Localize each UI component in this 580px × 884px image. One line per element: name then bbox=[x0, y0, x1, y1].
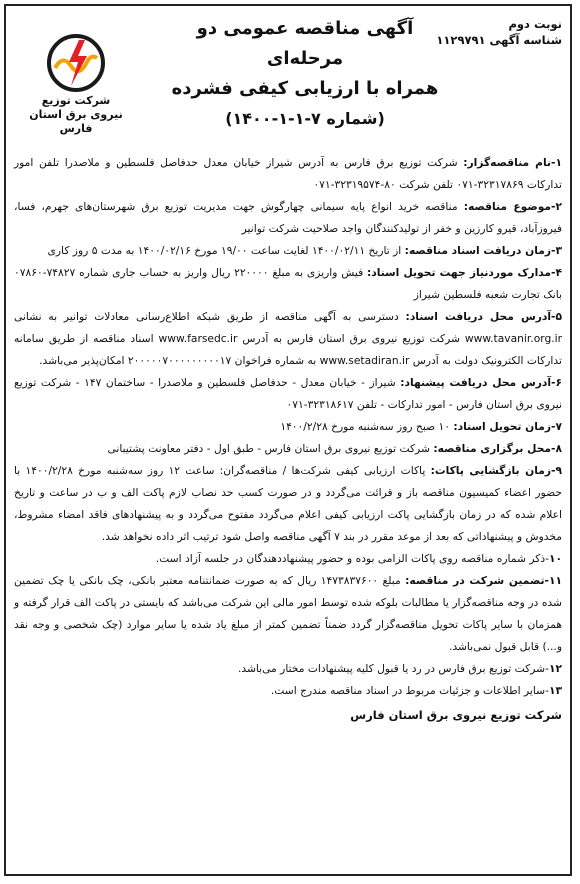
item-10 bbox=[14, 548, 562, 570]
item-text: پاکات ارزیابی کیفی شرکت‌ها / مناقصه‌گران: ساعت ۱۲ روز سه‌شنبه مورخ ۱۴۰۰/۲/۲۸ با حضور اعضاء کمیسیون مناقصه باز و قرائت می‌گردد و در صورت کسب حد نصاب لازم پاکت الف و ب در ساعت و تاریخ اعلام شده که در زمان بازگشایی پاکت ارزیابی کیفی اعلام می‌گردد مفتوح می‌گردد و به پیشنهادهای فاقد امضاء مشروط، مخدوش و پیشنهاداتی که بعد از موعد مقرر در بند ۷ آگهی مناقصه واصل شود ترتیب اثر داده نخواهد شد. bbox=[14, 464, 562, 543]
item-text: از تاریخ ۱۴۰۰/۰۲/۱۱ لغایت ساعت ۱۹/۰۰ مورخ ۱۴۰۰/۰۲/۱۶ به مدت ۵ روز کاری bbox=[47, 244, 405, 257]
item-label: ۴-مدارک موردنیاز جهت تحویل اسناد: bbox=[367, 266, 562, 279]
item-text: -ذکر شماره مناقصه روی پاکات الزامی بوده و حضور پیشنهاددهندگان در جلسه آزاد است. bbox=[155, 552, 549, 565]
item-5 bbox=[14, 306, 562, 372]
item-text: فیش واریزی به مبلغ ۲۲۰۰۰۰ ریال واریز به حساب جاری شماره ۷۴۸۲۷-۰۷۸۶۰ بانک تجارت شعبه فلسطین شیراز bbox=[14, 266, 562, 301]
item-text: شیراز - خیابان معدل - حدفاصل فلسطین و ملاصدرا - ساختمان ۱۴۷ - شرکت توزیع نیروی برق استان فارس - امور تدارکات - تلفن ۳۲۳۱۸۶۱۷-۰۷۱ bbox=[14, 376, 562, 411]
item-9 bbox=[14, 460, 562, 548]
item-label: ۶-آدرس محل دریافت پیشنهاد: bbox=[400, 376, 562, 389]
tender-number: (شماره ۷-۱-۱-۱۴۰۰) bbox=[225, 109, 385, 128]
company-logo bbox=[18, 32, 134, 136]
item-2 bbox=[14, 196, 562, 240]
notice-header bbox=[6, 6, 570, 146]
item-11 bbox=[14, 570, 562, 658]
item-label: ۱۱-تضمین شرکت در مناقصه: bbox=[405, 574, 562, 587]
item-3 bbox=[14, 240, 562, 262]
item-label: ۹-زمان بازگشایی پاکات: bbox=[430, 464, 562, 477]
item-text: ۱۰ صبح روز سه‌شنبه مورخ ۱۴۰۰/۲/۲۸ bbox=[280, 420, 454, 433]
notice-title bbox=[158, 14, 452, 134]
item-1 bbox=[14, 152, 562, 196]
item-text: شرکت توزیع نیروی برق استان فارس - طبق اول - دفتر معاونت پشتیبانی bbox=[107, 442, 434, 455]
item-label: ۱۰ bbox=[548, 552, 562, 565]
item-8 bbox=[14, 438, 562, 460]
item-7 bbox=[14, 416, 562, 438]
item-label: ۳-زمان دریافت اسناد مناقصه: bbox=[404, 244, 562, 257]
item-text: شرکت توزیع برق فارس به آدرس شیراز خیابان معدل حدفاصل فلسطین و ملاصدرا تلفن امور تدارکات ۳۲۳۱۷۸۶۹-۰۷۱ تلفن شرکت ۸۰-۳۲۳۱۹۵۷۴-۰۷۱ bbox=[14, 156, 562, 191]
logo-caption-1: شرکت توزیع bbox=[41, 94, 111, 107]
item-4 bbox=[14, 262, 562, 306]
item-6 bbox=[14, 372, 562, 416]
logo-caption-2: نیروی برق استان bbox=[29, 108, 123, 121]
power-company-logo-icon bbox=[45, 32, 107, 94]
item-label: ۷-زمان تحویل اسناد: bbox=[453, 420, 562, 433]
item-text: -سایر اطلاعات و جزئیات مربوط در اسناد مناقصه مندرج است. bbox=[270, 684, 549, 697]
tender-notice bbox=[4, 4, 572, 876]
item-label: ۱۳ bbox=[548, 684, 562, 697]
item-label: ۱-نام مناقصه‌گزار: bbox=[463, 156, 562, 169]
item-text: -شرکت توزیع برق فارس در رد یا قبول کلیه پیشنهادات مختار می‌باشد. bbox=[237, 662, 549, 675]
ad-id: شناسه آگهی ۱۱۲۹۷۹۱ bbox=[436, 33, 562, 47]
item-text: مناقصه خرید انواع پایه سیمانی چهارگوش جهت مدیریت توزیع برق شهرستان‌های جهرم، فسا، فیروزآباد، قیرو کارزین و خفر از تولیدکنندگان واجد صلاحیت شرکت توانیر bbox=[14, 200, 562, 235]
logo-caption-3: فارس bbox=[59, 122, 93, 135]
edition-label: نوبت دوم bbox=[508, 17, 562, 31]
item-text: دسترسی به آگهی مناقصه از طریق شبکه اطلاع‌رسانی معادلات توانیر به نشانی www.tavanir.org.ir شرکت توزیع نیروی برق استان فارس به آدرس www.farsedc.ir اسناد مناقصه از طریق سامانه تدارکات الکترونیک دولت به آدرس www.setadiran.ir به شماره فراخوان ۲۰۰۰۰۰۷۰۰۰۰۰۰۰۰۰۱۷ امکان‌پذیر می‌باشد. bbox=[14, 310, 562, 367]
title-line-2: همراه با ارزیابی کیفی فشرده bbox=[171, 78, 439, 99]
title-line-1: آگهی مناقصه عمومی دو مرحله‌ای bbox=[196, 18, 414, 69]
notice-body bbox=[14, 152, 562, 726]
item-12 bbox=[14, 658, 562, 680]
item-label: ۵-آدرس محل دریافت اسناد: bbox=[405, 310, 562, 323]
item-13 bbox=[14, 680, 562, 702]
item-text: مبلغ ۱۴۷۳۸۳۷۶۰۰ ریال که به صورت ضمانتنامه معتبر بانکی، چک بانکی یا چک تضمین شده در وجه مناقصه‌گزار یا مطالبات بلوکه شده توسط امور مالی این شرکت می‌باشد که بایستی در پاکت الف قرار گرفته و همزمان با سایر پاکات تحویل مناقصه‌گزار گردد ضمناً تضمین کمتر از مبلغ یاد شده یا سایر موارد (چک شخصی و وجه نقد و...) قابل قبول نمی‌باشد. bbox=[14, 574, 562, 653]
signature: شرکت توزیع نیروی برق استان فارس bbox=[350, 708, 562, 722]
item-label: ۸-محل برگزاری مناقصه: bbox=[433, 442, 562, 455]
ad-meta bbox=[436, 16, 562, 48]
item-label: ۲-موضوع مناقصه: bbox=[463, 200, 562, 213]
item-label: ۱۲ bbox=[548, 662, 562, 675]
